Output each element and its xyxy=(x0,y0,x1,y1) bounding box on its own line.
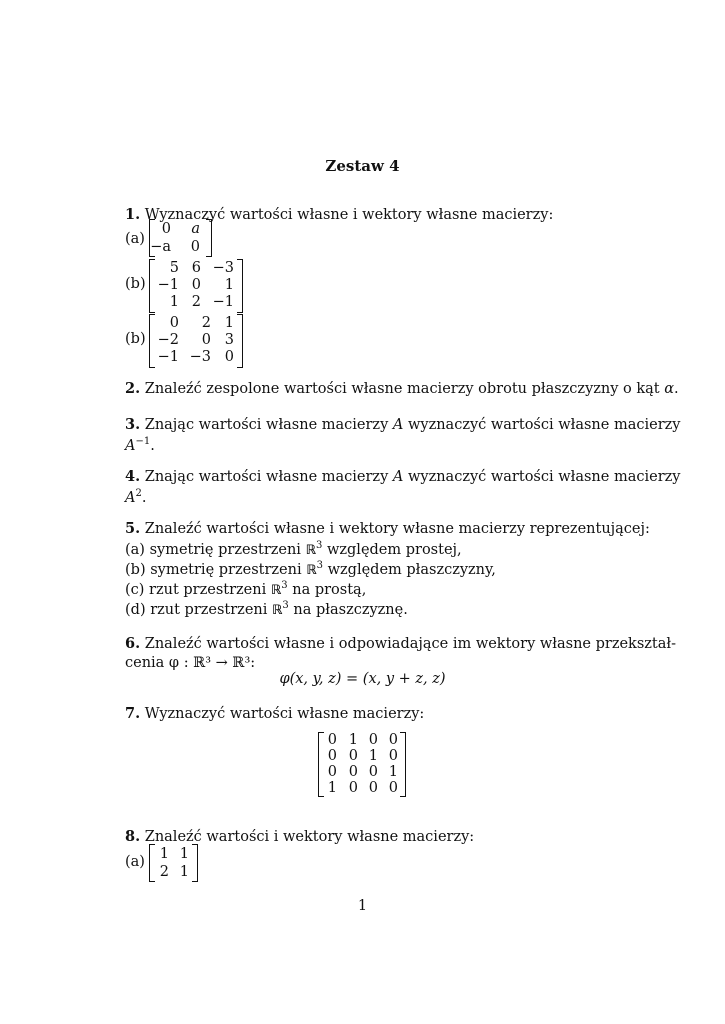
problem-4-line-2 xyxy=(125,488,146,506)
exponent: 3 xyxy=(316,560,323,571)
matrix-cell: −3 xyxy=(189,349,211,365)
matrix-cell: 0 xyxy=(348,748,358,764)
matrix-1b xyxy=(149,259,243,313)
problem-number: 3. xyxy=(125,416,141,433)
matrix-cell: 5 xyxy=(169,260,179,276)
matrix-cell: 0 xyxy=(191,277,201,293)
matrix-cell: 0 xyxy=(348,780,358,796)
matrix-cell: 0 xyxy=(201,332,211,348)
problem-text: Znaleźć wartości własne i wektory własne macierzy reprezentującej: xyxy=(140,521,650,537)
matrix-cell: 0 xyxy=(224,349,234,365)
problem-number: 6. xyxy=(125,635,141,652)
matrix-cell: 0 xyxy=(161,221,171,237)
problem-5-item-b xyxy=(125,560,496,578)
exponent: 3 xyxy=(315,540,323,551)
label-b: (b) xyxy=(125,331,146,347)
matrix-8a xyxy=(149,844,198,882)
exponent: 3 xyxy=(281,580,288,591)
period: . xyxy=(674,381,679,397)
matrix-symbol: A xyxy=(125,489,136,506)
matrix-symbol: A xyxy=(125,437,136,454)
page-number: 1 xyxy=(357,898,368,914)
real-space-symbol: ℝ xyxy=(272,602,283,618)
matrix-1c xyxy=(149,314,243,368)
matrix-cell: 0 xyxy=(190,239,200,255)
matrix-cell: 0 xyxy=(388,732,398,748)
exponent: 2 xyxy=(135,488,142,499)
problem-number: 1. xyxy=(125,206,141,223)
problem-number: 5. xyxy=(125,520,141,537)
problem-8 xyxy=(125,828,474,845)
problem-3 xyxy=(125,416,680,433)
item-text: (d) rzut przestrzeni xyxy=(125,601,272,618)
real-space-symbol: ℝ xyxy=(306,562,317,578)
item-text: (a) symetrię przestrzeni xyxy=(125,541,306,558)
matrix-cell: 1 xyxy=(348,732,358,748)
period: . xyxy=(150,437,155,454)
matrix-cell: 0 xyxy=(368,732,378,748)
problem-5-item-c xyxy=(125,580,366,598)
real-space-symbol: ℝ xyxy=(305,542,316,558)
matrix-cell: −3 xyxy=(212,260,234,276)
real-space-symbol: ℝ xyxy=(270,582,282,598)
matrix-cell: 0 xyxy=(388,780,398,796)
matrix-cell: 2 xyxy=(159,864,169,880)
matrix-cell: −2 xyxy=(157,332,179,348)
label-a: (a) xyxy=(125,854,145,870)
problem-5-item-d xyxy=(125,600,408,618)
problem-6-line-2: cenia φ : ℝ³ → ℝ³: xyxy=(125,655,256,671)
matrix-cell: 1 xyxy=(224,277,234,293)
matrix-1a xyxy=(149,219,212,257)
alpha-symbol: α xyxy=(664,381,675,397)
problem-3-line-2 xyxy=(125,436,155,454)
problem-text: Znaleźć wartości i wektory własne macierzy: xyxy=(140,829,475,845)
item-text: na prostą, xyxy=(287,581,367,598)
exponent: −1 xyxy=(135,436,151,447)
matrix-cell: 0 xyxy=(327,748,337,764)
exponent: 3 xyxy=(282,600,289,611)
matrix-cell: 0 xyxy=(327,764,337,780)
matrix-cell: −1 xyxy=(212,294,234,310)
matrix-cell: 0 xyxy=(348,764,358,780)
item-text: na płaszczyznę. xyxy=(288,601,408,618)
matrix-7 xyxy=(318,732,406,797)
problem-text: wyznaczyć wartości własne macierzy xyxy=(403,417,681,433)
matrix-cell: 0 xyxy=(368,764,378,780)
problem-number: 4. xyxy=(125,468,141,485)
mapping-formula: φ(x, y, z) = (x, y + z, z) xyxy=(279,671,446,687)
matrix-cell: 2 xyxy=(191,294,201,310)
matrix-cell: 0 xyxy=(327,732,337,748)
label-a: (a) xyxy=(125,231,145,247)
matrix-cell: −1 xyxy=(157,277,179,293)
problem-4 xyxy=(125,468,680,485)
matrix-cell: 0 xyxy=(388,748,398,764)
matrix-cell: 1 xyxy=(159,846,169,862)
problem-text: Znając wartości własne macierzy xyxy=(140,417,393,433)
matrix-cell: 1 xyxy=(368,748,378,764)
item-text: (b) symetrię przestrzeni xyxy=(125,561,307,578)
matrix-cell: 2 xyxy=(201,315,211,331)
matrix-cell: −a xyxy=(150,239,171,255)
problem-6 xyxy=(125,635,676,652)
problem-text: Wyznaczyć wartości własne i wektory własne macierzy: xyxy=(140,207,554,223)
problem-number: 7. xyxy=(125,705,141,722)
problem-text: wyznaczyć wartości własne macierzy xyxy=(403,469,681,485)
problem-5 xyxy=(125,520,650,537)
problem-text: Znaleźć zespolone wartości własne macierzy obrotu płaszczyzny o kąt xyxy=(140,381,665,397)
problem-number: 8. xyxy=(125,828,141,845)
label-b: (b) xyxy=(125,276,146,292)
matrix-symbol: A xyxy=(392,417,404,433)
matrix-cell: 0 xyxy=(169,315,179,331)
problem-text: Znaleźć wartości własne i odpowiadające im wektory własne przekształ- xyxy=(140,636,676,652)
problem-5-item-a xyxy=(125,540,462,558)
problem-2 xyxy=(125,380,679,397)
matrix-cell: a xyxy=(191,221,200,237)
problem-text: Wyznaczyć wartości własne macierzy: xyxy=(140,706,425,722)
matrix-cell: −1 xyxy=(157,349,179,365)
page-title: Zestaw 4 xyxy=(325,157,400,175)
problem-7 xyxy=(125,705,424,722)
matrix-cell: 1 xyxy=(388,764,398,780)
matrix-symbol: A xyxy=(392,469,404,485)
problem-text: Znając wartości własne macierzy xyxy=(140,469,393,485)
matrix-cell: 1 xyxy=(327,780,337,796)
matrix-cell: 3 xyxy=(224,332,234,348)
period: . xyxy=(141,489,147,506)
item-text: względem prostej, xyxy=(322,541,462,558)
problem-number: 2. xyxy=(125,380,141,397)
matrix-cell: 1 xyxy=(224,315,234,331)
matrix-cell: 6 xyxy=(191,260,201,276)
matrix-cell: 1 xyxy=(179,846,189,862)
matrix-cell: 0 xyxy=(368,780,378,796)
item-text: względem płaszczyzny, xyxy=(323,561,496,578)
matrix-cell: 1 xyxy=(179,864,189,880)
matrix-cell: 1 xyxy=(169,294,179,310)
item-text: (c) rzut przestrzeni xyxy=(125,581,271,598)
